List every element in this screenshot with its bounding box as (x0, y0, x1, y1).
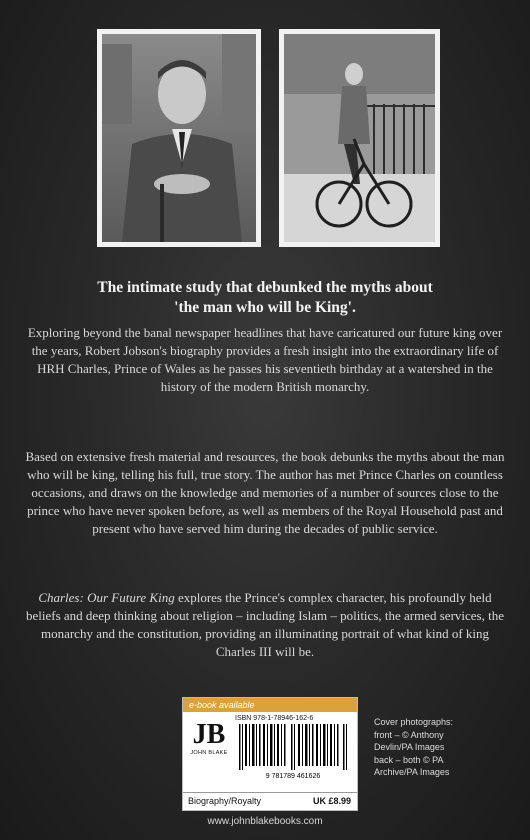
photo-prince-bicycle (279, 29, 440, 247)
photo-credits (374, 716, 494, 779)
photo-prince-portrait (97, 29, 261, 247)
isbn-number: ISBN 978-1-78946-162-6 (235, 715, 314, 722)
headline-line-2: 'the man who will be King'. (174, 299, 356, 316)
barcode (235, 724, 351, 780)
category-label: Biography/Royalty (188, 796, 262, 806)
barcode-digits: 9 781789 461626 (265, 773, 321, 780)
blurb-paragraph-1: Exploring beyond the banal newspaper headlines that have caricatured our future king over the years, Robert Jobson's biography provides a fresh insight into the extraordinary life of HRH Charles, Prince of Wales as he passes his seventieth birthday at a watershed in the history of the modern British monarchy. (27, 325, 503, 394)
credits-line-4: back – both © PA (374, 754, 444, 765)
publisher-name: JOHN BLAKE (190, 750, 228, 756)
price-label: UK £8.99 (312, 796, 351, 806)
category-price-row (183, 792, 357, 810)
blurb-paragraph-3 (24, 589, 506, 661)
publisher-logo-mark: JB (192, 719, 226, 750)
blurb-paragraph-3-text: explores the Prince's complex character, his profoundly held beliefs and deep thinking about religion – including Islam – politics, the armed services, the monarchy and the constitution, providing an illuminating portrait of what kind of king Charles III will be. (26, 590, 504, 659)
book-title: Charles: Our Future King (38, 590, 175, 605)
credits-line-1: Cover photographs: (374, 717, 454, 727)
blurb-paragraph-2: Based on extensive fresh material and resources, the book debunks the myths about the man who will be king, telling his full, true story. The author has met Prince Charles on countless occasions, and draws on the knowledge and memories of a number of sources close to the prince who have never spoken before, as well as members of the Royal Household past and present who have served him during the decades of public service. (25, 449, 505, 536)
ebook-available-banner: e-book available (183, 698, 357, 712)
isbn-box (182, 697, 358, 811)
headline (40, 278, 490, 318)
credits-line-3: Devlin/PA Images (374, 742, 445, 752)
publisher-logo (189, 720, 229, 770)
credits-line-5: Archive/PA Images (374, 767, 450, 777)
credits-line-2: front – © Anthony (374, 729, 444, 740)
headline-line-1: The intimate study that debunked the myths about (97, 279, 433, 296)
publisher-website: www.johnblakebooks.com (207, 816, 323, 827)
